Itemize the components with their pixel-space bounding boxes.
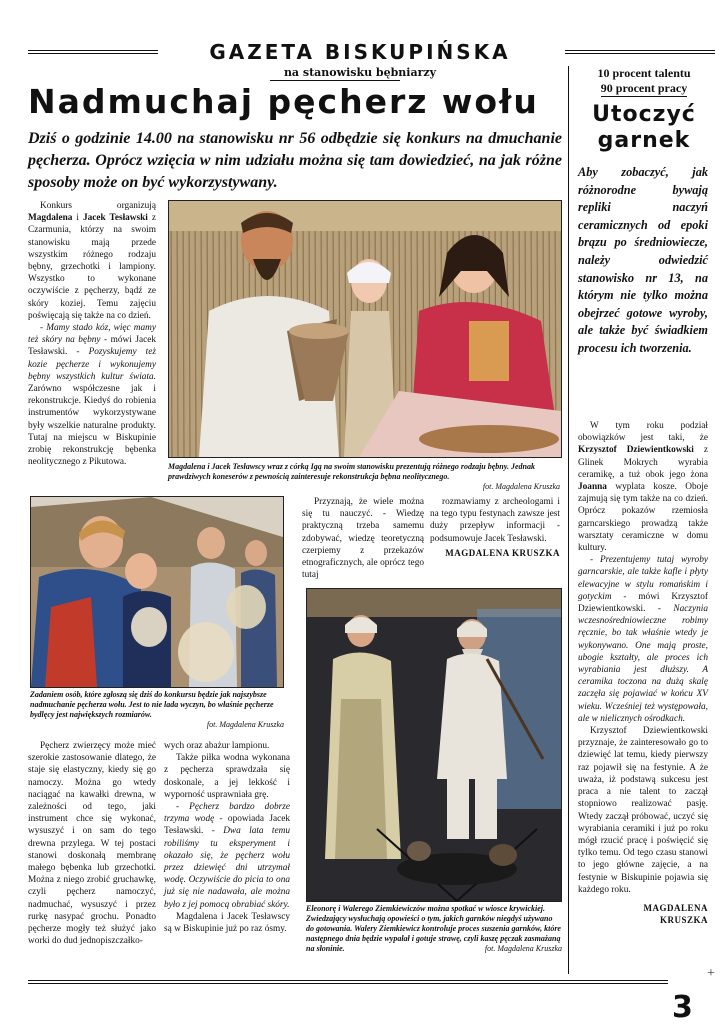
photo-drum-makers-credit: fot. Magdalena Kruszka xyxy=(482,482,560,491)
headline: Nadmuchaj pęcherz wołu xyxy=(28,82,539,121)
side-author: MAGDALENA KRUSZKA xyxy=(643,902,708,926)
article-author: MAGDALENA KRUSZKA xyxy=(445,547,560,558)
masthead-title: GAZETA BISKUPIŃSKA xyxy=(209,40,511,64)
side-lead: Aby zobaczyć, jak różnorodne bywają repliki naczyń ceramicznych od epoki brązu po średniowiecze, należy odwiedzić stanowisko nr 13, na którym nie tylko można obejrzeć gotowe wyroby, ale także być świadkiem procesu ich tworzenia. xyxy=(578,165,708,355)
lead-paragraph: Dziś o godzinie 14.00 na stanowisku nr 56 odbędzie się konkurs na dmuchanie pęcherza. Oprócz wzięcia w nim udziału można się tam dowiedzieć, na jak różne sposoby może on być wykorzystywany. xyxy=(28,130,562,191)
footer-rule xyxy=(28,980,668,984)
masthead-rule-left xyxy=(28,50,158,54)
photo-pottery-couple xyxy=(306,588,562,902)
photo-drum-makers xyxy=(168,200,562,458)
photo-bladder-blowing-image xyxy=(31,497,283,687)
masthead-subtitle: na stanowisku bębniarzy xyxy=(283,66,437,79)
side-headline: Utoczyć garnek xyxy=(592,102,696,153)
side-article-body: W tym roku podział obowiązków jest taki, że Krzysztof Dziewientkowski z Glinek Mokrych wyrabia ceramikę, a tuż obok jego żona Joanna wyplata kosze. Oboje zajmują się tym także na co dzień. Oprócz pokazów rzemiosła garncarskiego prowadzą także warsztaty ceramiczne w domu kultury. - Prezentujemy tutaj wyroby garncarskie, ale także kafle i płyty elewacyjne w stylu romańskim i gotyckim - mówi Krzysztof Dziewientkowski. - Naczynia wczesnośredniowieczne robimy ręcznie, bo tak właśnie wtedy je wykonywano. One mają proste, ubogie kształty, ale proces ich wyrabiania jest dłuższy. A ceramika toczona na dużą skalę zaczęła się pojawiać w końcu XV wieku. Wcześniej też występowała, ale w nielicznych ośrodkach. Krzysztof Dziewientkowski przyznaje, że zainteresowało go to dziewięć lat temu, kiedy pierwszy raz pojawił się na festynie. A że uważa, iż podstawą sukcesu jest praca a nie talent to zaczął stopniowo realizować pasję. Wtedy zaczął próbować, uczyć się wyrabiania ceramiki i już po roku mógł rzucić pracę i poświęcić się tylko temu. Od tego czasu stanowi to jego główne zajęcie, a na festynie w Biskupinie pojawia się każdego roku. MAGDALENA KRUSZKA xyxy=(578,421,709,926)
registration-mark: + xyxy=(707,966,715,981)
photo-pottery-couple-caption: Eleonorę i Walerego Ziemkiewiczów można spotkać w wiosce krywickiej. Zwiedzający wysłuchają opowieści o tym, jakich garnków niegdyś używano do gotowania. Walery Ziemkiewicz kontroluje proces suszenia garnków, które następnego dnia będzie wypalał i gotuje strawę, czyli kaszę pęczak zasmażaną na słoninie. fot. Magdalena Kruszka xyxy=(306,904,562,953)
side-kicker-line-2: 90 procent pracy xyxy=(600,81,688,95)
page-number: 3 xyxy=(672,990,693,1025)
article-column-b2: wych oraz abażur lampionu. Także piłka wodna wykonana z pęcherza sprawdzała się doskonale, a jej lekkość i wyporność usprawniała grę. - Pęcherz bardzo dobrze trzyma wodę - opowiada Jacek Tesławski. - Dwa lata temu robiliśmy tu eksperyment i okazało się, że pęcherz wołu przez dziewięć dni utrzymał wodę. Oczywiście do picia to ona już się nie nadawała, ale można było z jej pomocą obrabiać skóry. Magdalena i Jacek Tesławscy są w Biskupinie już po raz ósmy. xyxy=(164,741,290,935)
photo-drum-makers-caption: Magdalena i Jacek Tesławscy wraz z córką Igą na swoim stanowisku prezentują różnego rodzaju bębny. Jednak prawdziwych koneserów z pewnością zainteresuje rekonstrukcja bębna neolitycznego. fot. Magdalena Kruszka xyxy=(168,462,560,491)
article-middle-a: Przyznają, że wiele można się tu nauczyć. - Wiedzę praktyczną trzeba samemu zdobywać, wiedzę teoretyczną czerpiemy z przekazów etnograficznych, ale oprócz tego tutaj xyxy=(302,497,424,581)
masthead-rule-right xyxy=(565,50,715,54)
side-kicker xyxy=(574,66,714,97)
column-separator xyxy=(568,66,569,974)
photo-pottery-couple-credit: fot. Magdalena Kruszka xyxy=(484,944,562,953)
photo-pottery-couple-image xyxy=(307,589,561,901)
photo-bladder-blowing xyxy=(30,496,284,688)
side-kicker-line-1: 10 procent talentu xyxy=(597,66,691,80)
article-column-1: Konkurs organizują Magdalena i Jacek Tesławski z Czarmunia, którzy na swoim stanowisku mają przede wszystkim różnego rodzaju bębny, grzechotki i lampiony. Wszystko to wykonane oczywiście z pęcherzy, bądź ze skóry koziej. Temu zajęciu poświęcają się także na co dzień. - Mamy stado kóz, więc mamy też skóry na bębny - mówi Jacek Tesławski. - Pozyskujemy też kozie pęcherze i wykonujemy bębny wszystkich kultur świata. Zarówno współczesne jak i rekonstrukcje. Kiedyś do robienia instrumentów wykorzystywane były wszelkie naturalne produkty. Tutaj na miejscu w Biskupinie zrobię rekonstrukcję bębenka neolitycznego z Pikutowa. xyxy=(28,201,157,468)
subhead-underline xyxy=(270,80,400,81)
photo-drum-makers-image xyxy=(169,201,561,457)
article-middle-b: rozmawiamy z archeologami i na tego typu festynach zawsze jest duży przepływ informacji - podsumowuje Jacek Tesławski. MAGDALENA KRUSZKA xyxy=(430,497,560,558)
article-column-b1: Pęcherz zwierzęcy może mieć szerokie zastosowanie dlatego, że staje się elastyczny, kiedy się go namoczy. Można go wtedy naciągać na kawałki drewna, w zależności od tego, jaki instrument chce się wykonać, wysuszyć i on sam do tego drewna przylega. W tej postaci stanowi doskonałą membranę małego bębenka lub grzechotki. Można z niego zrobić gruchawkę, czyli pęcherz namoczyć, nadmuchać, wysuszyć i przez rurkę nasypać grochu. Ponadto pęcherze mogły też służyć jako worki do dud jednopiszczałko- xyxy=(28,741,156,947)
photo-bladder-blowing-credit: fot. Magdalena Kruszka xyxy=(206,720,284,729)
photo-bladder-blowing-caption: Zadaniem osób, które zgłoszą się dziś do konkursu będzie jak najszybsze nadmuchanie pęcherza wołu. Jest to nie lada wyczyn, bo właśnie pęcherze bydlęcy jest największych rozmiarów. fot. Magdalena Kruszka xyxy=(30,690,284,729)
